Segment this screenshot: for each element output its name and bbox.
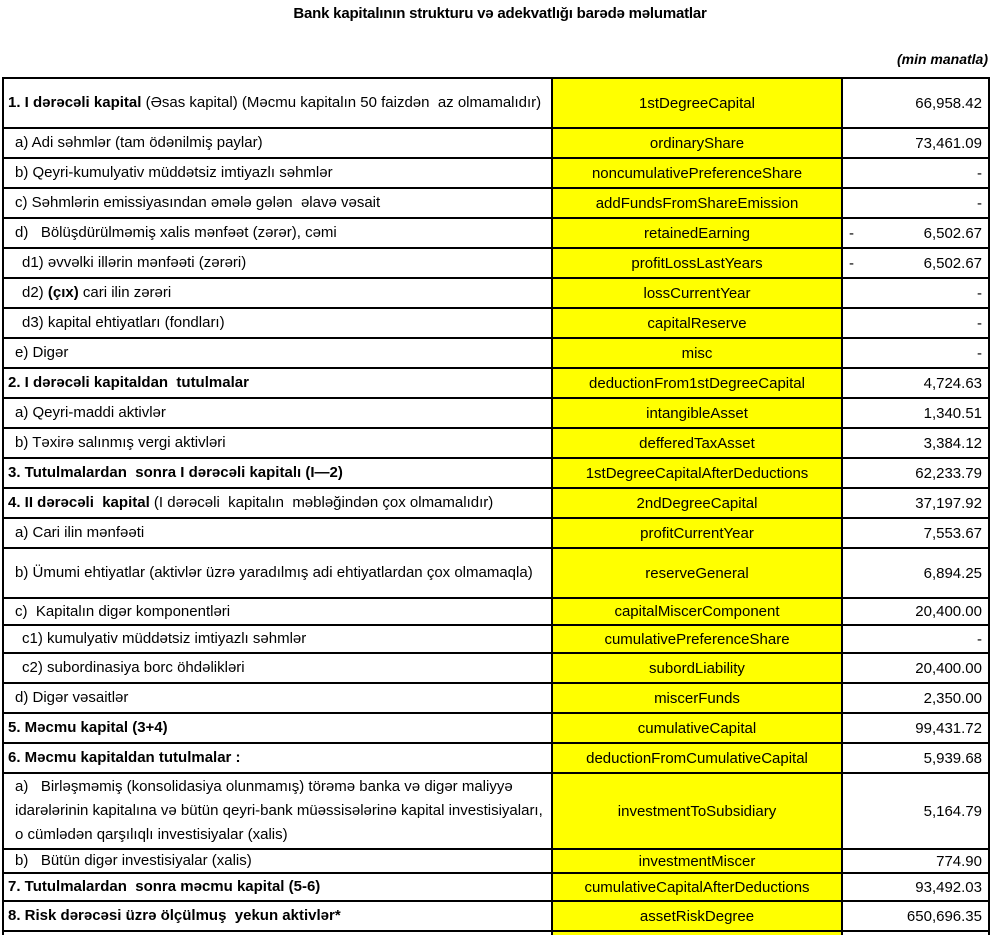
value-text: 20,400.00 bbox=[915, 603, 982, 620]
table-row bbox=[4, 774, 988, 850]
value-text: 650,696.35 bbox=[906, 907, 982, 925]
indicator-cell bbox=[4, 339, 553, 367]
code-label: 1stDegreeCapital bbox=[639, 94, 755, 112]
indicator-cell bbox=[4, 219, 553, 247]
indicator-label: 8. Risk dərəcəsi üzrə ölçülmuş yekun aktivlər* bbox=[8, 907, 341, 924]
code-label: deductionFrom1stDegreeCapital bbox=[589, 374, 805, 392]
code-cell bbox=[553, 549, 843, 597]
code-label: profitLossLastYears bbox=[631, 254, 763, 272]
indicator-label: 5. Məcmu kapital (3+4) bbox=[8, 719, 168, 736]
indicator-label: e) Digər bbox=[15, 344, 69, 361]
code-cell bbox=[553, 902, 843, 930]
indicator-cell bbox=[4, 902, 553, 930]
indicator-cell bbox=[4, 744, 553, 772]
value-text: - bbox=[977, 344, 982, 362]
value-cell bbox=[843, 684, 988, 712]
code-cell bbox=[553, 626, 843, 652]
value-cell bbox=[843, 744, 988, 772]
code-cell bbox=[553, 599, 843, 624]
indicator-cell bbox=[4, 519, 553, 547]
indicator-label: c) Səhmlərin emissiyasından əmələ gələn əlavə vəsait bbox=[15, 194, 381, 211]
code-cell bbox=[553, 519, 843, 547]
table-row bbox=[4, 874, 988, 902]
value-cell bbox=[843, 654, 988, 682]
code-cell bbox=[553, 684, 843, 712]
value-text: 66,958.42 bbox=[915, 94, 982, 112]
indicator-cell bbox=[4, 309, 553, 337]
value-cell bbox=[843, 874, 988, 900]
table-row bbox=[4, 850, 988, 874]
table-row bbox=[4, 159, 988, 189]
code-label: ordinaryShare bbox=[649, 134, 745, 152]
value-text: 3,384.12 bbox=[923, 434, 982, 452]
indicator-label: 4. II dərəcəli kapital (I dərəcəli kapitalın məbləğindən çox olmamalıdır) bbox=[8, 494, 494, 511]
code-cell bbox=[553, 279, 843, 307]
value-cell bbox=[843, 850, 988, 872]
code-cell bbox=[553, 459, 843, 487]
code-cell bbox=[553, 79, 843, 127]
table-row bbox=[4, 79, 988, 129]
code-label: capitalReserve bbox=[647, 314, 747, 332]
value-text: 37,197.92 bbox=[915, 494, 982, 512]
indicator-label: b) Qeyri-kumulyativ müddətsiz imtiyazlı səhmlər bbox=[15, 164, 333, 181]
indicator-label: c1) kumulyativ müddətsiz imtiyazlı səhmlər bbox=[22, 630, 307, 647]
value-cell bbox=[843, 339, 988, 367]
code-cell bbox=[553, 429, 843, 457]
value-cell bbox=[843, 774, 988, 848]
indicator-cell bbox=[4, 189, 553, 217]
code-label: reserveGeneral bbox=[645, 564, 749, 582]
value-cell bbox=[843, 129, 988, 157]
value-text: - bbox=[977, 630, 982, 648]
table-row bbox=[4, 369, 988, 399]
code-cell bbox=[553, 744, 843, 772]
table-row bbox=[4, 654, 988, 684]
indicator-cell bbox=[4, 626, 553, 652]
value-text: 20,400.00 bbox=[915, 659, 982, 677]
table-row bbox=[4, 339, 988, 369]
value-text: 6,502.67 bbox=[923, 254, 982, 272]
indicator-label: 7. Tutulmalardan sonra məcmu kapital (5-6) bbox=[8, 878, 321, 895]
code-cell bbox=[553, 399, 843, 427]
capital-structure-table bbox=[2, 77, 990, 935]
indicator-label: b) Təxirə salınmış vergi aktivləri bbox=[15, 434, 226, 451]
code-label: lossCurrentYear bbox=[643, 284, 751, 302]
value-text: 4,724.63 bbox=[923, 374, 982, 392]
indicator-label: c) Kapitalın digər komponentləri bbox=[15, 602, 231, 620]
value-text: 774.90 bbox=[936, 852, 982, 870]
value-cell bbox=[843, 519, 988, 547]
value-cell bbox=[843, 249, 988, 277]
value-text: 62,233.79 bbox=[915, 464, 982, 482]
indicator-cell bbox=[4, 654, 553, 682]
value-cell bbox=[843, 902, 988, 930]
code-cell bbox=[553, 309, 843, 337]
table-row bbox=[4, 549, 988, 599]
table-row bbox=[4, 684, 988, 714]
indicator-cell bbox=[4, 549, 553, 597]
code-label: addFundsFromShareEmission bbox=[595, 194, 799, 212]
value-text: 73,461.09 bbox=[915, 134, 982, 152]
code-label: cumulativePreferenceShare bbox=[604, 630, 790, 648]
value-text: 1,340.51 bbox=[923, 404, 982, 422]
code-label: subordLiability bbox=[649, 659, 745, 677]
indicator-cell bbox=[4, 714, 553, 742]
code-label: misc bbox=[681, 344, 713, 362]
code-cell bbox=[553, 714, 843, 742]
indicator-label: b) Ümumi ehtiyatlar (aktivlər üzrə yaradılmış adi ehtiyatlardan çox olmamaqla) bbox=[15, 564, 533, 581]
indicator-cell bbox=[4, 399, 553, 427]
indicator-cell bbox=[4, 159, 553, 187]
indicator-label: d3) kapital ehtiyatları (fondları) bbox=[22, 314, 225, 331]
indicator-label: a) Qeyri-maddi aktivlər bbox=[15, 404, 166, 421]
indicator-cell bbox=[4, 129, 553, 157]
indicator-label: d) Digər vəsaitlər bbox=[15, 689, 129, 706]
indicator-label: 3. Tutulmalardan sonra I dərəcəli kapitalı (I—2) bbox=[8, 464, 343, 481]
indicator-label: 2. I dərəcəli kapitaldan tutulmalar bbox=[8, 374, 249, 391]
indicator-label: 1. I dərəcəli kapital (Əsas kapital) (Məcmu kapitalın 50 faizdən az olmamalıdır) bbox=[8, 94, 542, 111]
table-row bbox=[4, 744, 988, 774]
value-text: - bbox=[977, 194, 982, 212]
table-row bbox=[4, 189, 988, 219]
code-label: defferedTaxAsset bbox=[639, 434, 755, 452]
value-cell bbox=[843, 399, 988, 427]
value-text: 6,502.67 bbox=[923, 224, 982, 242]
code-cell bbox=[553, 874, 843, 900]
code-cell bbox=[553, 339, 843, 367]
code-cell bbox=[553, 159, 843, 187]
value-cell bbox=[843, 459, 988, 487]
value-cell bbox=[843, 489, 988, 517]
code-cell bbox=[553, 129, 843, 157]
value-cell bbox=[843, 549, 988, 597]
value-cell bbox=[843, 626, 988, 652]
indicator-label: a) Adi səhmlər (tam ödənilmiş paylar) bbox=[15, 134, 263, 151]
value-cell bbox=[843, 309, 988, 337]
table-row bbox=[4, 309, 988, 339]
table-row bbox=[4, 599, 988, 626]
code-label: cumulativeCapital bbox=[637, 719, 757, 737]
code-label: profitCurrentYear bbox=[640, 524, 754, 542]
code-label: capitalMiscerComponent bbox=[614, 603, 780, 620]
table-row bbox=[4, 249, 988, 279]
indicator-cell bbox=[4, 599, 553, 624]
code-cell bbox=[553, 489, 843, 517]
code-cell bbox=[553, 249, 843, 277]
indicator-label: d1) əvvəlki illərin mənfəəti (zərəri) bbox=[22, 254, 247, 271]
indicator-cell bbox=[4, 774, 553, 848]
table-row bbox=[4, 714, 988, 744]
value-text: 6,894.25 bbox=[923, 564, 982, 582]
indicator-label: d2) (çıx) cari ilin zərəri bbox=[22, 284, 172, 301]
code-cell bbox=[553, 774, 843, 848]
code-label: investmentMiscer bbox=[638, 852, 756, 870]
table-row bbox=[4, 459, 988, 489]
table-row bbox=[4, 902, 988, 932]
value-cell bbox=[843, 219, 988, 247]
value-text: - bbox=[977, 164, 982, 182]
negative-sign: - bbox=[849, 224, 854, 242]
value-cell bbox=[843, 714, 988, 742]
value-text: - bbox=[977, 314, 982, 332]
indicator-cell bbox=[4, 429, 553, 457]
code-label: cumulativeCapitalAfterDeductions bbox=[584, 878, 810, 896]
value-cell bbox=[843, 279, 988, 307]
table-row bbox=[4, 399, 988, 429]
code-label: assetRiskDegree bbox=[639, 907, 755, 925]
indicator-cell bbox=[4, 684, 553, 712]
indicator-cell bbox=[4, 279, 553, 307]
code-label: miscerFunds bbox=[654, 689, 740, 707]
code-label: retainedEarning bbox=[644, 224, 750, 242]
value-text: 5,939.68 bbox=[923, 749, 982, 767]
value-text: 5,164.79 bbox=[923, 802, 982, 820]
indicator-label: c2) subordinasiya borc öhdəlikləri bbox=[22, 659, 245, 676]
value-text: 93,492.03 bbox=[915, 878, 982, 896]
code-label: noncumulativePreferenceShare bbox=[591, 164, 803, 182]
value-text: - bbox=[977, 284, 982, 302]
negative-sign: - bbox=[849, 254, 854, 272]
value-cell bbox=[843, 159, 988, 187]
indicator-cell bbox=[4, 79, 553, 127]
value-cell bbox=[843, 599, 988, 624]
code-cell bbox=[553, 654, 843, 682]
table-row bbox=[4, 129, 988, 159]
table-row bbox=[4, 429, 988, 459]
table-row bbox=[4, 626, 988, 654]
page-title: Bank kapitalının strukturu və adekvatlığı barədə məlumatlar bbox=[293, 5, 707, 22]
value-cell bbox=[843, 79, 988, 127]
indicator-label: 6. Məcmu kapitaldan tutulmalar : bbox=[8, 749, 241, 766]
table-row bbox=[4, 219, 988, 249]
table-row bbox=[4, 489, 988, 519]
value-cell bbox=[843, 429, 988, 457]
indicator-label: b) Bütün digər investisiyalar (xalis) bbox=[15, 852, 252, 869]
indicator-cell bbox=[4, 874, 553, 900]
code-label: intangibleAsset bbox=[646, 404, 748, 422]
value-text: 7,553.67 bbox=[923, 524, 982, 542]
indicator-cell bbox=[4, 850, 553, 872]
value-cell bbox=[843, 189, 988, 217]
value-cell bbox=[843, 369, 988, 397]
unit-note: (min manatla) bbox=[896, 51, 988, 67]
code-label: deductionFromCumulativeCapital bbox=[586, 749, 808, 767]
indicator-cell bbox=[4, 249, 553, 277]
indicator-cell bbox=[4, 489, 553, 517]
indicator-cell bbox=[4, 369, 553, 397]
code-label: 2ndDegreeCapital bbox=[636, 494, 758, 512]
value-text: 2,350.00 bbox=[923, 689, 982, 707]
code-label: 1stDegreeCapitalAfterDeductions bbox=[585, 464, 809, 482]
indicator-cell bbox=[4, 459, 553, 487]
code-cell bbox=[553, 850, 843, 872]
code-cell bbox=[553, 219, 843, 247]
code-cell bbox=[553, 189, 843, 217]
table-row bbox=[4, 519, 988, 549]
table-row bbox=[4, 279, 988, 309]
indicator-label: d) Bölüşdürülməmiş xalis mənfəət (zərər), cəmi bbox=[15, 224, 337, 241]
code-label: investmentToSubsidiary bbox=[617, 802, 777, 820]
indicator-label: a) Birləşməmiş (konsolidasiya olunmamış) törəmə banka və digər maliyyə idarələrinin kapitalına və bütün qeyri-bank müəssisələrinə kapital investisiyaları, o cümlədən qarşılıqlı investisiyalar (xalis) bbox=[15, 778, 547, 843]
code-cell bbox=[553, 369, 843, 397]
indicator-label: a) Cari ilin mənfəəti bbox=[15, 524, 145, 541]
value-text: 99,431.72 bbox=[915, 719, 982, 737]
